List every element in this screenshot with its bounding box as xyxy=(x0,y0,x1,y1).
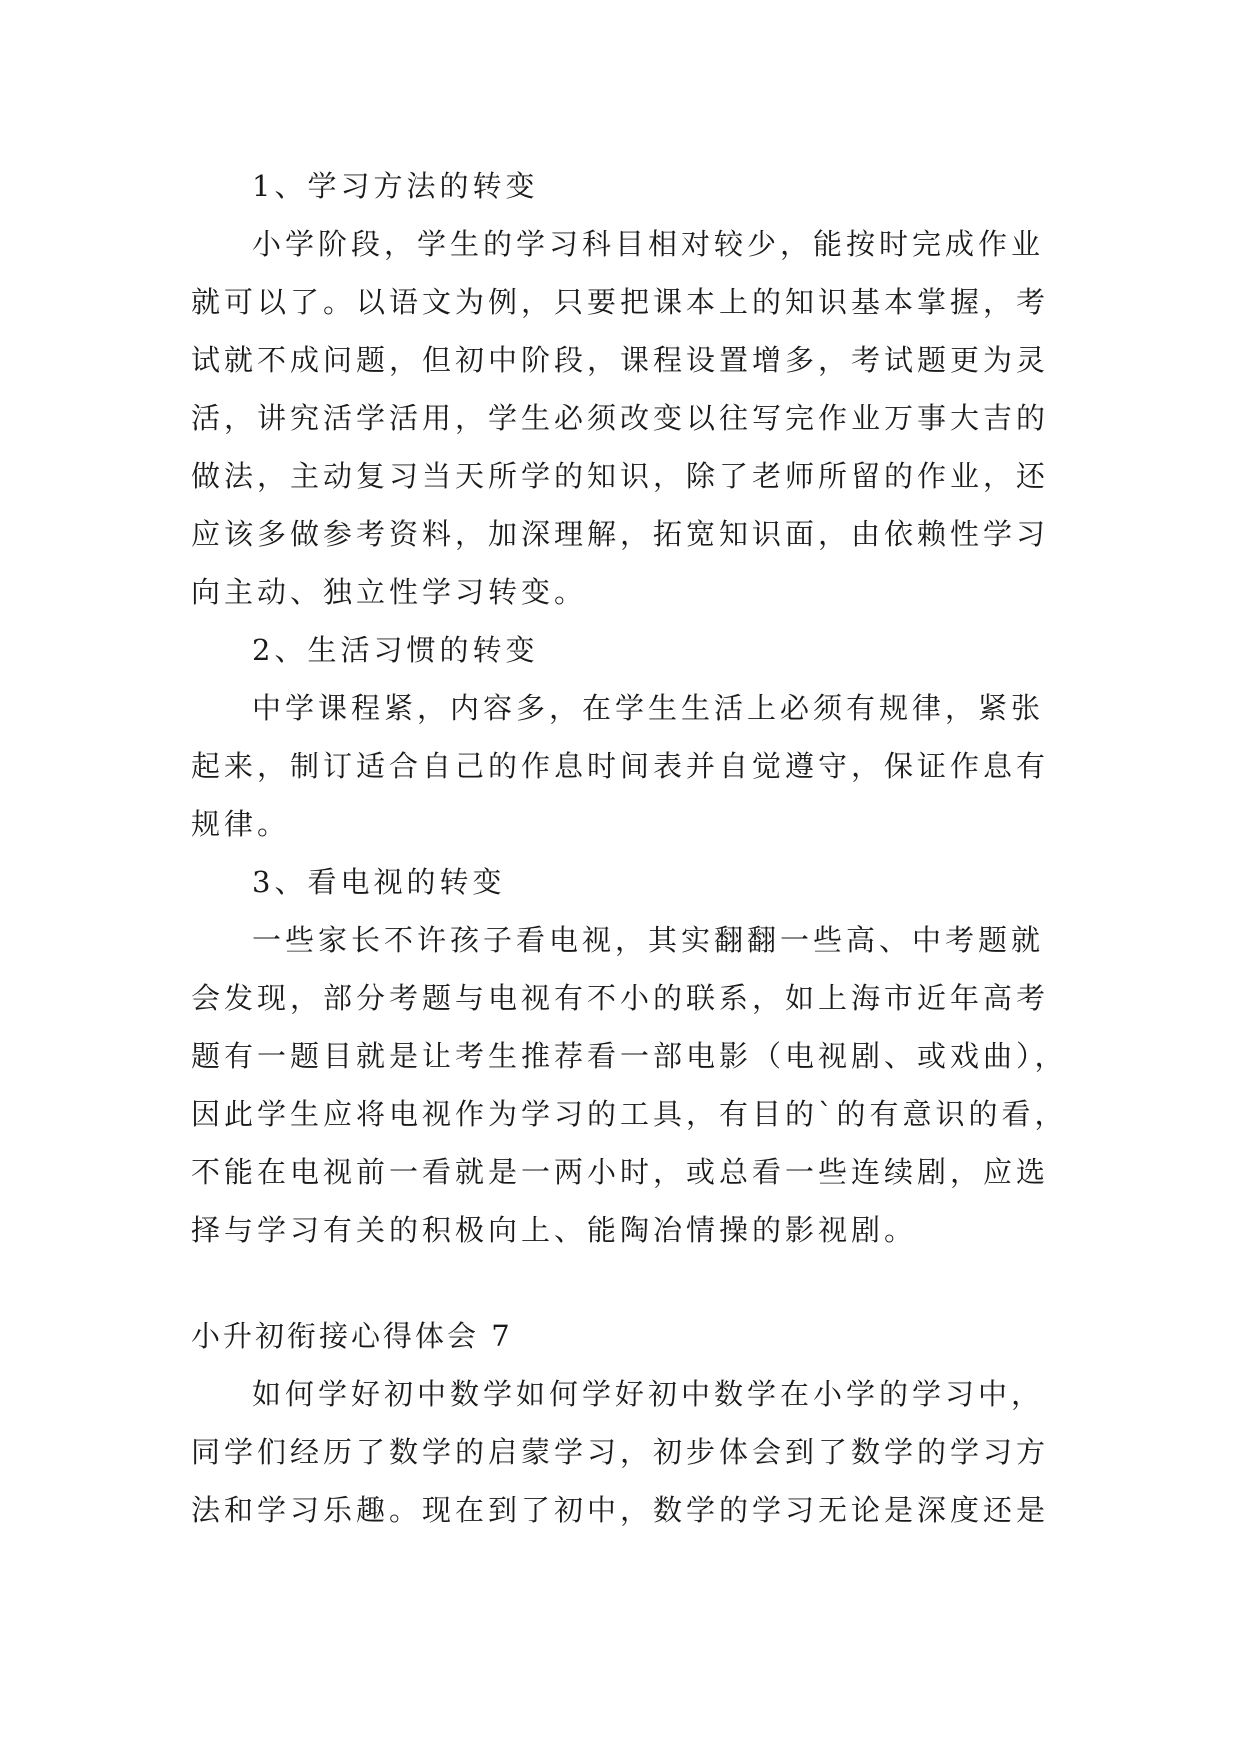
article-title: 小升初衔接心得体会 7 xyxy=(191,1319,513,1353)
section-heading-2: 2、生活习惯的转变 xyxy=(252,633,539,667)
paragraph-line: 起来，制订适合自己的作息时间表并自觉遵守，保证作息有 xyxy=(191,749,1050,783)
paragraph-line: 就可以了。以语文为例，只要把课本上的知识基本掌握，考 xyxy=(191,285,1050,319)
paragraph-line: 法和学习乐趣。现在到了初中，数学的学习无论是深度还是 xyxy=(191,1493,1050,1527)
paragraph-line: 题有一题目就是让考生推荐看一部电影（电视剧、或戏曲）， xyxy=(191,1039,1068,1073)
paragraph-line: 一些家长不许孩子看电视，其实翻翻一些高、中考题就 xyxy=(252,923,1045,957)
paragraph-line: 同学们经历了数学的启蒙学习，初步体会到了数学的学习方 xyxy=(191,1435,1050,1469)
section-heading-3: 3、看电视的转变 xyxy=(252,865,506,899)
paragraph-line: 做法，主动复习当天所学的知识，除了老师所留的作业，还 xyxy=(191,459,1050,493)
paragraph-line: 如何学好初中数学如何学好初中数学在小学的学习中， xyxy=(252,1377,1045,1411)
paragraph-line: 中学课程紧，内容多，在学生生活上必须有规律，紧张 xyxy=(252,691,1045,725)
paragraph-line: 择与学习有关的积极向上、能陶冶情操的影视剧。 xyxy=(191,1213,918,1247)
paragraph-line: 活，讲究活学活用，学生必须改变以往写完作业万事大吉的 xyxy=(191,401,1050,435)
paragraph-line: 试就不成问题，但初中阶段，课程设置增多，考试题更为灵 xyxy=(191,343,1050,377)
paragraph-line: 不能在电视前一看就是一两小时，或总看一些连续剧，应选 xyxy=(191,1155,1050,1189)
paragraph-line: 规律。 xyxy=(191,807,291,841)
paragraph-line: 向主动、独立性学习转变。 xyxy=(191,575,588,609)
section-heading-1: 1、学习方法的转变 xyxy=(252,169,539,203)
paragraph-line: 因此学生应将电视作为学习的工具，有目的`的有意识的看， xyxy=(191,1097,1068,1131)
paragraph-line: 小学阶段，学生的学习科目相对较少，能按时完成作业 xyxy=(252,227,1045,261)
paragraph-line: 会发现，部分考题与电视有不小的联系，如上海市近年高考 xyxy=(191,981,1050,1015)
paragraph-line: 应该多做参考资料，加深理解，拓宽知识面，由依赖性学习 xyxy=(191,517,1050,551)
